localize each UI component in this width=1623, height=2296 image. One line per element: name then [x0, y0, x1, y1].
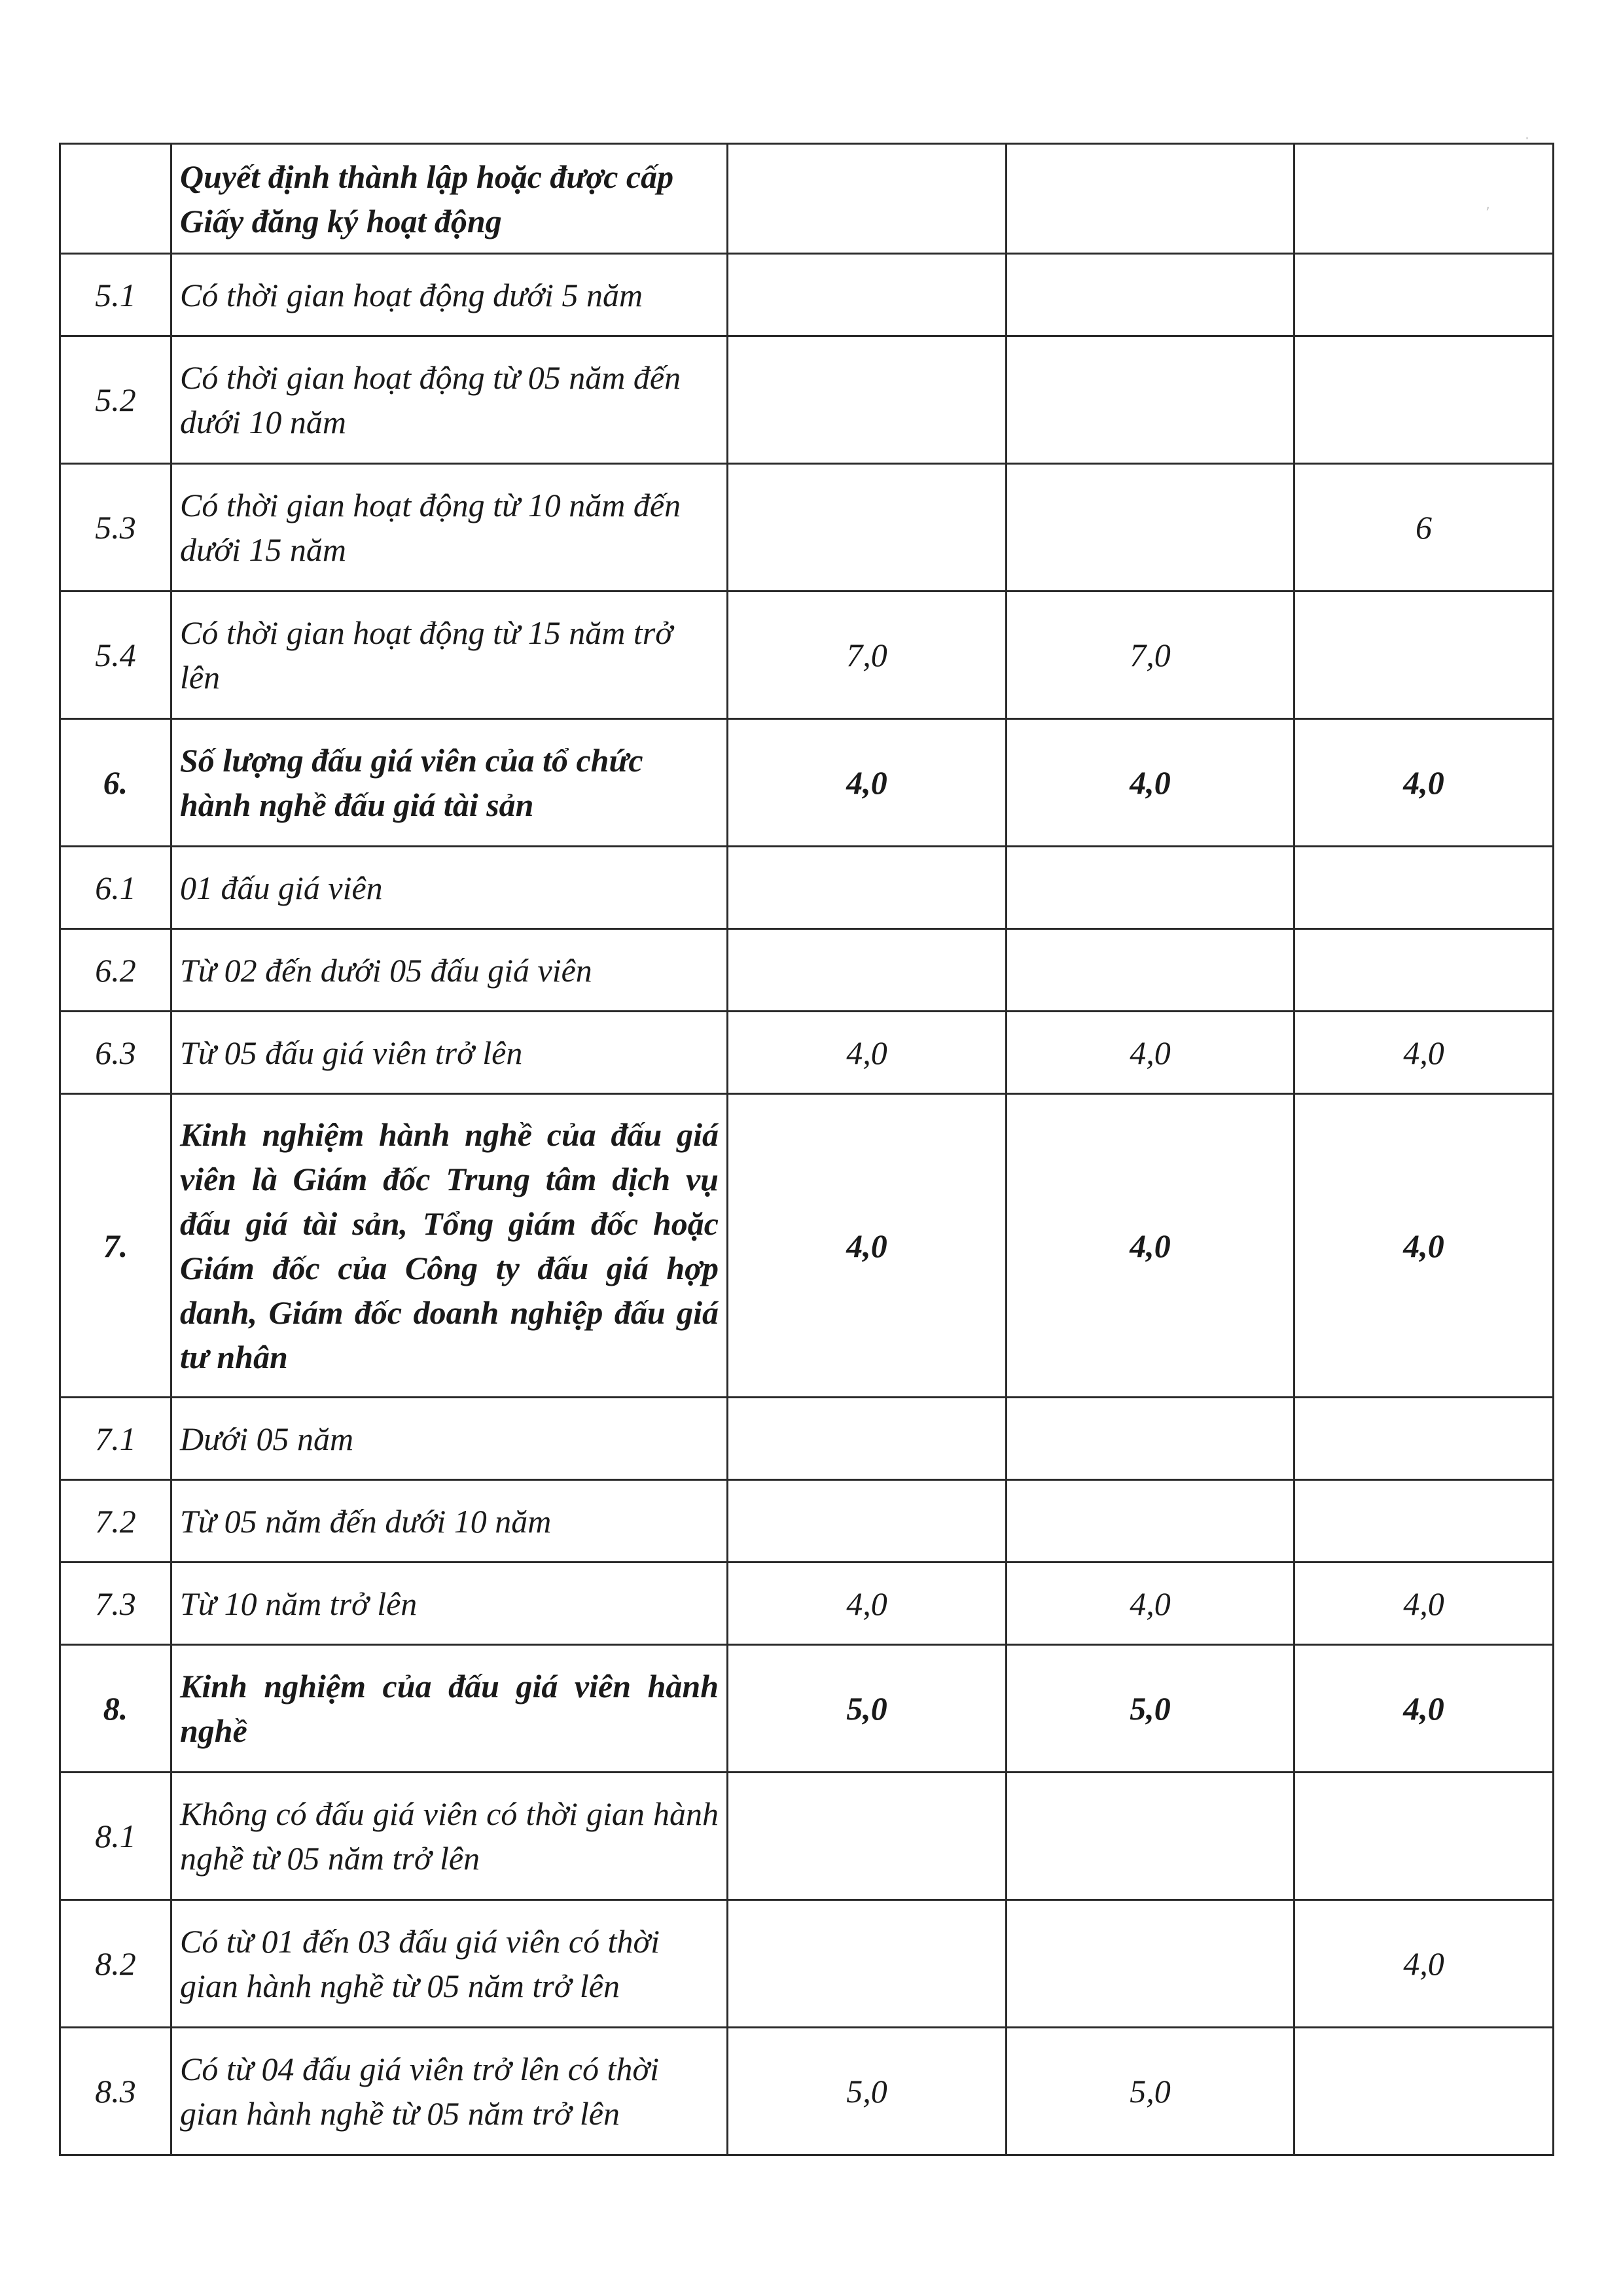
- score-col-1: [728, 1398, 1007, 1480]
- table-row: [60, 1480, 1554, 1563]
- score-col-3: [1294, 592, 1554, 719]
- score-col-3: 4,0: [1294, 719, 1554, 847]
- criterion-text: Từ 05 đấu giá viên trở lên: [171, 1012, 728, 1094]
- score-col-2: [1007, 464, 1294, 592]
- score-col-3: 4,0: [1294, 1012, 1554, 1094]
- row-number: 5.4: [60, 592, 171, 719]
- table-row: [60, 464, 1554, 592]
- score-col-3: [1294, 1480, 1554, 1563]
- criterion-text: Từ 10 năm trở lên: [171, 1563, 728, 1645]
- score-col-3: [1294, 254, 1554, 336]
- criterion-text: Có thời gian hoạt động dưới 5 năm: [171, 254, 728, 336]
- table-row: [60, 847, 1554, 929]
- row-number: 8.: [60, 1645, 171, 1773]
- criterion-text: Quyết định thành lập hoặc được cấp Giấy đăng ký hoạt động: [171, 144, 728, 254]
- score-col-2: 4,0: [1007, 1012, 1294, 1094]
- score-col-2: [1007, 1480, 1294, 1563]
- criterion-text: Có từ 04 đấu giá viên trở lên có thời gian hành nghề từ 05 năm trở lên: [171, 2028, 728, 2155]
- table-row: [60, 1563, 1554, 1645]
- table-row: [60, 254, 1554, 336]
- score-col-2: [1007, 1398, 1294, 1480]
- score-col-1: 4,0: [728, 1094, 1007, 1398]
- row-number: 5.3: [60, 464, 171, 592]
- criterion-text: Số lượng đấu giá viên của tổ chức hành nghề đấu giá tài sản: [171, 719, 728, 847]
- score-col-1: 4,0: [728, 1012, 1007, 1094]
- row-number: 7.2: [60, 1480, 171, 1563]
- score-col-3: 4,0: [1294, 1900, 1554, 2028]
- score-col-2: [1007, 847, 1294, 929]
- row-number: 8.2: [60, 1900, 171, 2028]
- score-col-3: [1294, 1773, 1554, 1900]
- table-row: [60, 1773, 1554, 1900]
- score-col-3: [1294, 2028, 1554, 2155]
- score-col-3: [1294, 1398, 1554, 1480]
- table-row: [60, 1398, 1554, 1480]
- criterion-text: 01 đấu giá viên: [171, 847, 728, 929]
- score-col-2: [1007, 336, 1294, 464]
- score-col-2: [1007, 254, 1294, 336]
- score-col-1: [728, 254, 1007, 336]
- table-row: [60, 592, 1554, 719]
- score-col-2: 4,0: [1007, 1094, 1294, 1398]
- criterion-text: Từ 05 năm đến dưới 10 năm: [171, 1480, 728, 1563]
- row-number: 6.3: [60, 1012, 171, 1094]
- criterion-text: Có thời gian hoạt động từ 05 năm đến dưới 10 năm: [171, 336, 728, 464]
- score-col-2: 5,0: [1007, 1645, 1294, 1773]
- score-col-3: 6: [1294, 464, 1554, 592]
- scan-artifact-mark: ·: [1525, 131, 1529, 147]
- score-col-3: [1294, 144, 1554, 254]
- table-row: [60, 144, 1554, 254]
- scan-artifact-mark: ,: [1486, 196, 1490, 213]
- row-number: 7.: [60, 1094, 171, 1398]
- criterion-text: Kinh nghiệm hành nghề của đấu giá viên là Giám đốc Trung tâm dịch vụ đấu giá tài sản, Tổng giám đốc hoặc Giám đốc của Công ty đấu giá hợp danh, Giám đốc doanh nghiệp đấu giá tư nhân: [171, 1094, 728, 1398]
- table-row: [60, 719, 1554, 847]
- score-col-1: 5,0: [728, 1645, 1007, 1773]
- score-col-2: 4,0: [1007, 719, 1294, 847]
- row-number: 7.1: [60, 1398, 171, 1480]
- row-number: 5.2: [60, 336, 171, 464]
- scoring-table-body: [60, 144, 1554, 2155]
- table-row: [60, 929, 1554, 1012]
- row-number: 6.2: [60, 929, 171, 1012]
- row-number: 6.1: [60, 847, 171, 929]
- score-col-3: [1294, 336, 1554, 464]
- criterion-text: Có từ 01 đến 03 đấu giá viên có thời gian hành nghề từ 05 năm trở lên: [171, 1900, 728, 2028]
- score-col-3: [1294, 929, 1554, 1012]
- score-col-2: [1007, 144, 1294, 254]
- row-number: 5.1: [60, 254, 171, 336]
- table-row: [60, 1094, 1554, 1398]
- criterion-text: Có thời gian hoạt động từ 15 năm trở lên: [171, 592, 728, 719]
- score-col-2: 4,0: [1007, 1563, 1294, 1645]
- score-col-3: 4,0: [1294, 1563, 1554, 1645]
- score-col-1: 4,0: [728, 1563, 1007, 1645]
- score-col-1: 7,0: [728, 592, 1007, 719]
- score-col-3: 4,0: [1294, 1094, 1554, 1398]
- table-row: [60, 1900, 1554, 2028]
- score-col-1: [728, 1900, 1007, 2028]
- row-number: 8.1: [60, 1773, 171, 1900]
- table-row: [60, 1645, 1554, 1773]
- score-col-2: 5,0: [1007, 2028, 1294, 2155]
- row-number: 7.3: [60, 1563, 171, 1645]
- score-col-1: 4,0: [728, 719, 1007, 847]
- criterion-text: Kinh nghiệm của đấu giá viên hành nghề: [171, 1645, 728, 1773]
- score-col-2: [1007, 1900, 1294, 2028]
- table-row: [60, 336, 1554, 464]
- score-col-1: [728, 847, 1007, 929]
- criterion-text: Từ 02 đến dưới 05 đấu giá viên: [171, 929, 728, 1012]
- score-col-1: [728, 144, 1007, 254]
- score-col-1: [728, 1773, 1007, 1900]
- row-number: 8.3: [60, 2028, 171, 2155]
- score-col-2: [1007, 1773, 1294, 1900]
- score-col-1: [728, 1480, 1007, 1563]
- table-row: [60, 1012, 1554, 1094]
- score-col-1: 5,0: [728, 2028, 1007, 2155]
- score-col-3: [1294, 847, 1554, 929]
- criterion-text: Dưới 05 năm: [171, 1398, 728, 1480]
- score-col-1: [728, 464, 1007, 592]
- score-col-1: [728, 929, 1007, 1012]
- criterion-text: Có thời gian hoạt động từ 10 năm đến dưới 15 năm: [171, 464, 728, 592]
- scoring-table: [59, 143, 1554, 2156]
- row-number: [60, 144, 171, 254]
- score-col-2: 7,0: [1007, 592, 1294, 719]
- score-col-3: 4,0: [1294, 1645, 1554, 1773]
- table-row: [60, 2028, 1554, 2155]
- score-col-2: [1007, 929, 1294, 1012]
- criterion-text: Không có đấu giá viên có thời gian hành nghề từ 05 năm trở lên: [171, 1773, 728, 1900]
- row-number: 6.: [60, 719, 171, 847]
- score-col-1: [728, 336, 1007, 464]
